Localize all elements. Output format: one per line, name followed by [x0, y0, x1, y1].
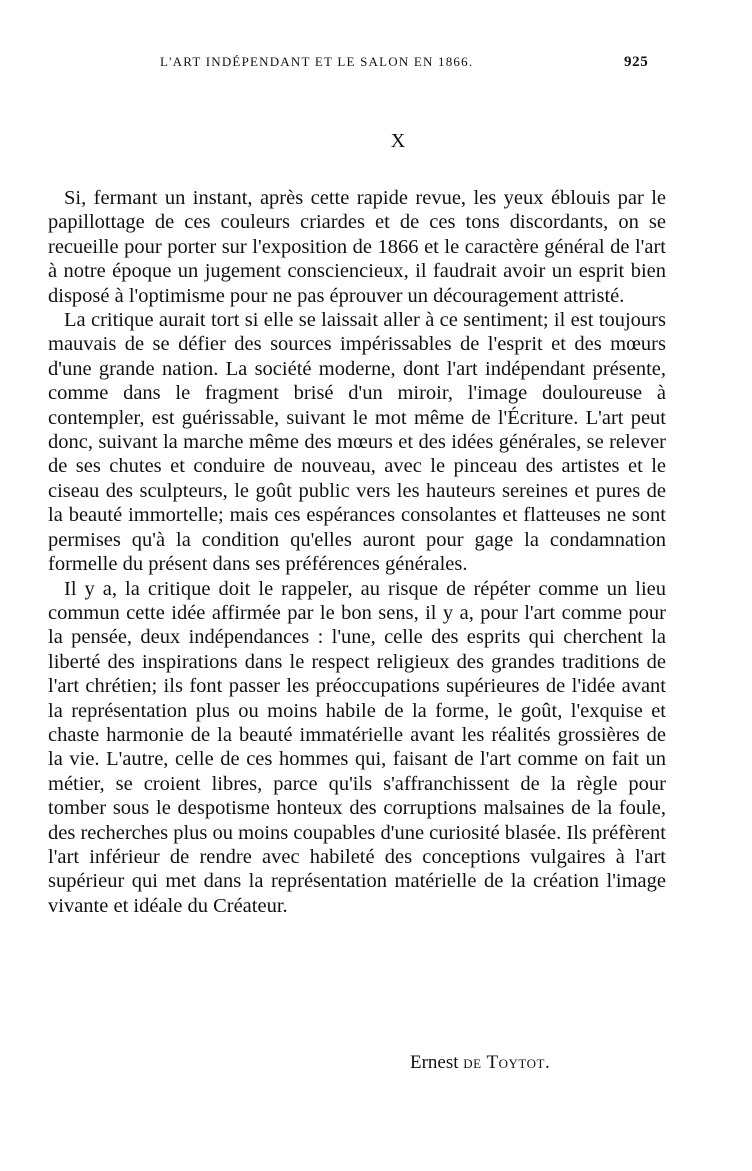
author-surname: de Toytot. [463, 1052, 551, 1073]
running-head [0, 54, 752, 74]
section-numeral: X [390, 130, 406, 152]
paragraph: Si, fermant un instant, après cette rapide revue, les yeux éblouis par le papillottage de ces couleurs criardes et de ces tons discordants, on se recueille pour porter sur l'exposition de 1866 et le caractère général de l'art à notre époque un jugement consciencieux, il faudrait avoir un esprit bien disposé à l'optimisme pour ne pas éprouver un découragement attristé. [48, 187, 666, 307]
page-number: 925 [624, 54, 649, 70]
paragraph: Il y a, la critique doit le rappeler, au risque de répéter comme un lieu commun cette idée affirmée par le bon sens, il y a, pour l'art comme pour la pensée, deux indépendances : l'une, celle des esprits qui cherchent la liberté des inspirations dans le respect religieux des grandes traditions de l'art chrétien; ils font passer les préoccupations supérieures de l'idée avant la représentation plus ou moins habile de la forme, le goût, l'exquise et chaste harmonie de la beauté immatérielle avant les réalités grossières de la vie. L'autre, celle de ces hommes qui, faisant de l'art comme on fait un métier, se croient libres, parce qu'ils s'affranchissent de la règle pour tomber sous le despotisme honteux des corruptions malsaines de la foule, des recherches plus ou moins coupables d'une curiosité blasée. Ils préfèrent l'art inférieur de rendre avec habileté des conceptions vulgaires à l'art supérieur qui met dans la représentation matérielle de la création l'image vivante et idéale du Créateur. [48, 577, 666, 917]
author-first-name: Ernest [410, 1052, 459, 1073]
author-signature [410, 1052, 610, 1074]
running-title: L'ART INDÉPENDANT ET LE SALON EN 1866. [160, 54, 474, 69]
body-text [48, 186, 666, 918]
paragraph: La critique aurait tort si elle se laissait aller à ce sentiment; il est toujours mauvais de se défier des sources impérissables de l'esprit et des mœurs d'une grande nation. La société moderne, dont l'art indépendant présente, comme dans le fragment brisé d'un miroir, l'image douloureuse à contempler, est guérissable, suivant le mot même de l'Écriture. L'art peut donc, suivant la marche même des mœurs et des idées générales, se relever de ses chutes et conduire de nouveau, avec le pinceau des artistes et le ciseau des sculpteurs, le goût public vers les hauteurs sereines et pures de la beauté immortelle; mais ces espérances consolantes et flatteuses ne sont permises qu'à la condition qu'elles auront pour gage la condamnation formelle du présent dans ses préférences générales. [48, 309, 666, 576]
